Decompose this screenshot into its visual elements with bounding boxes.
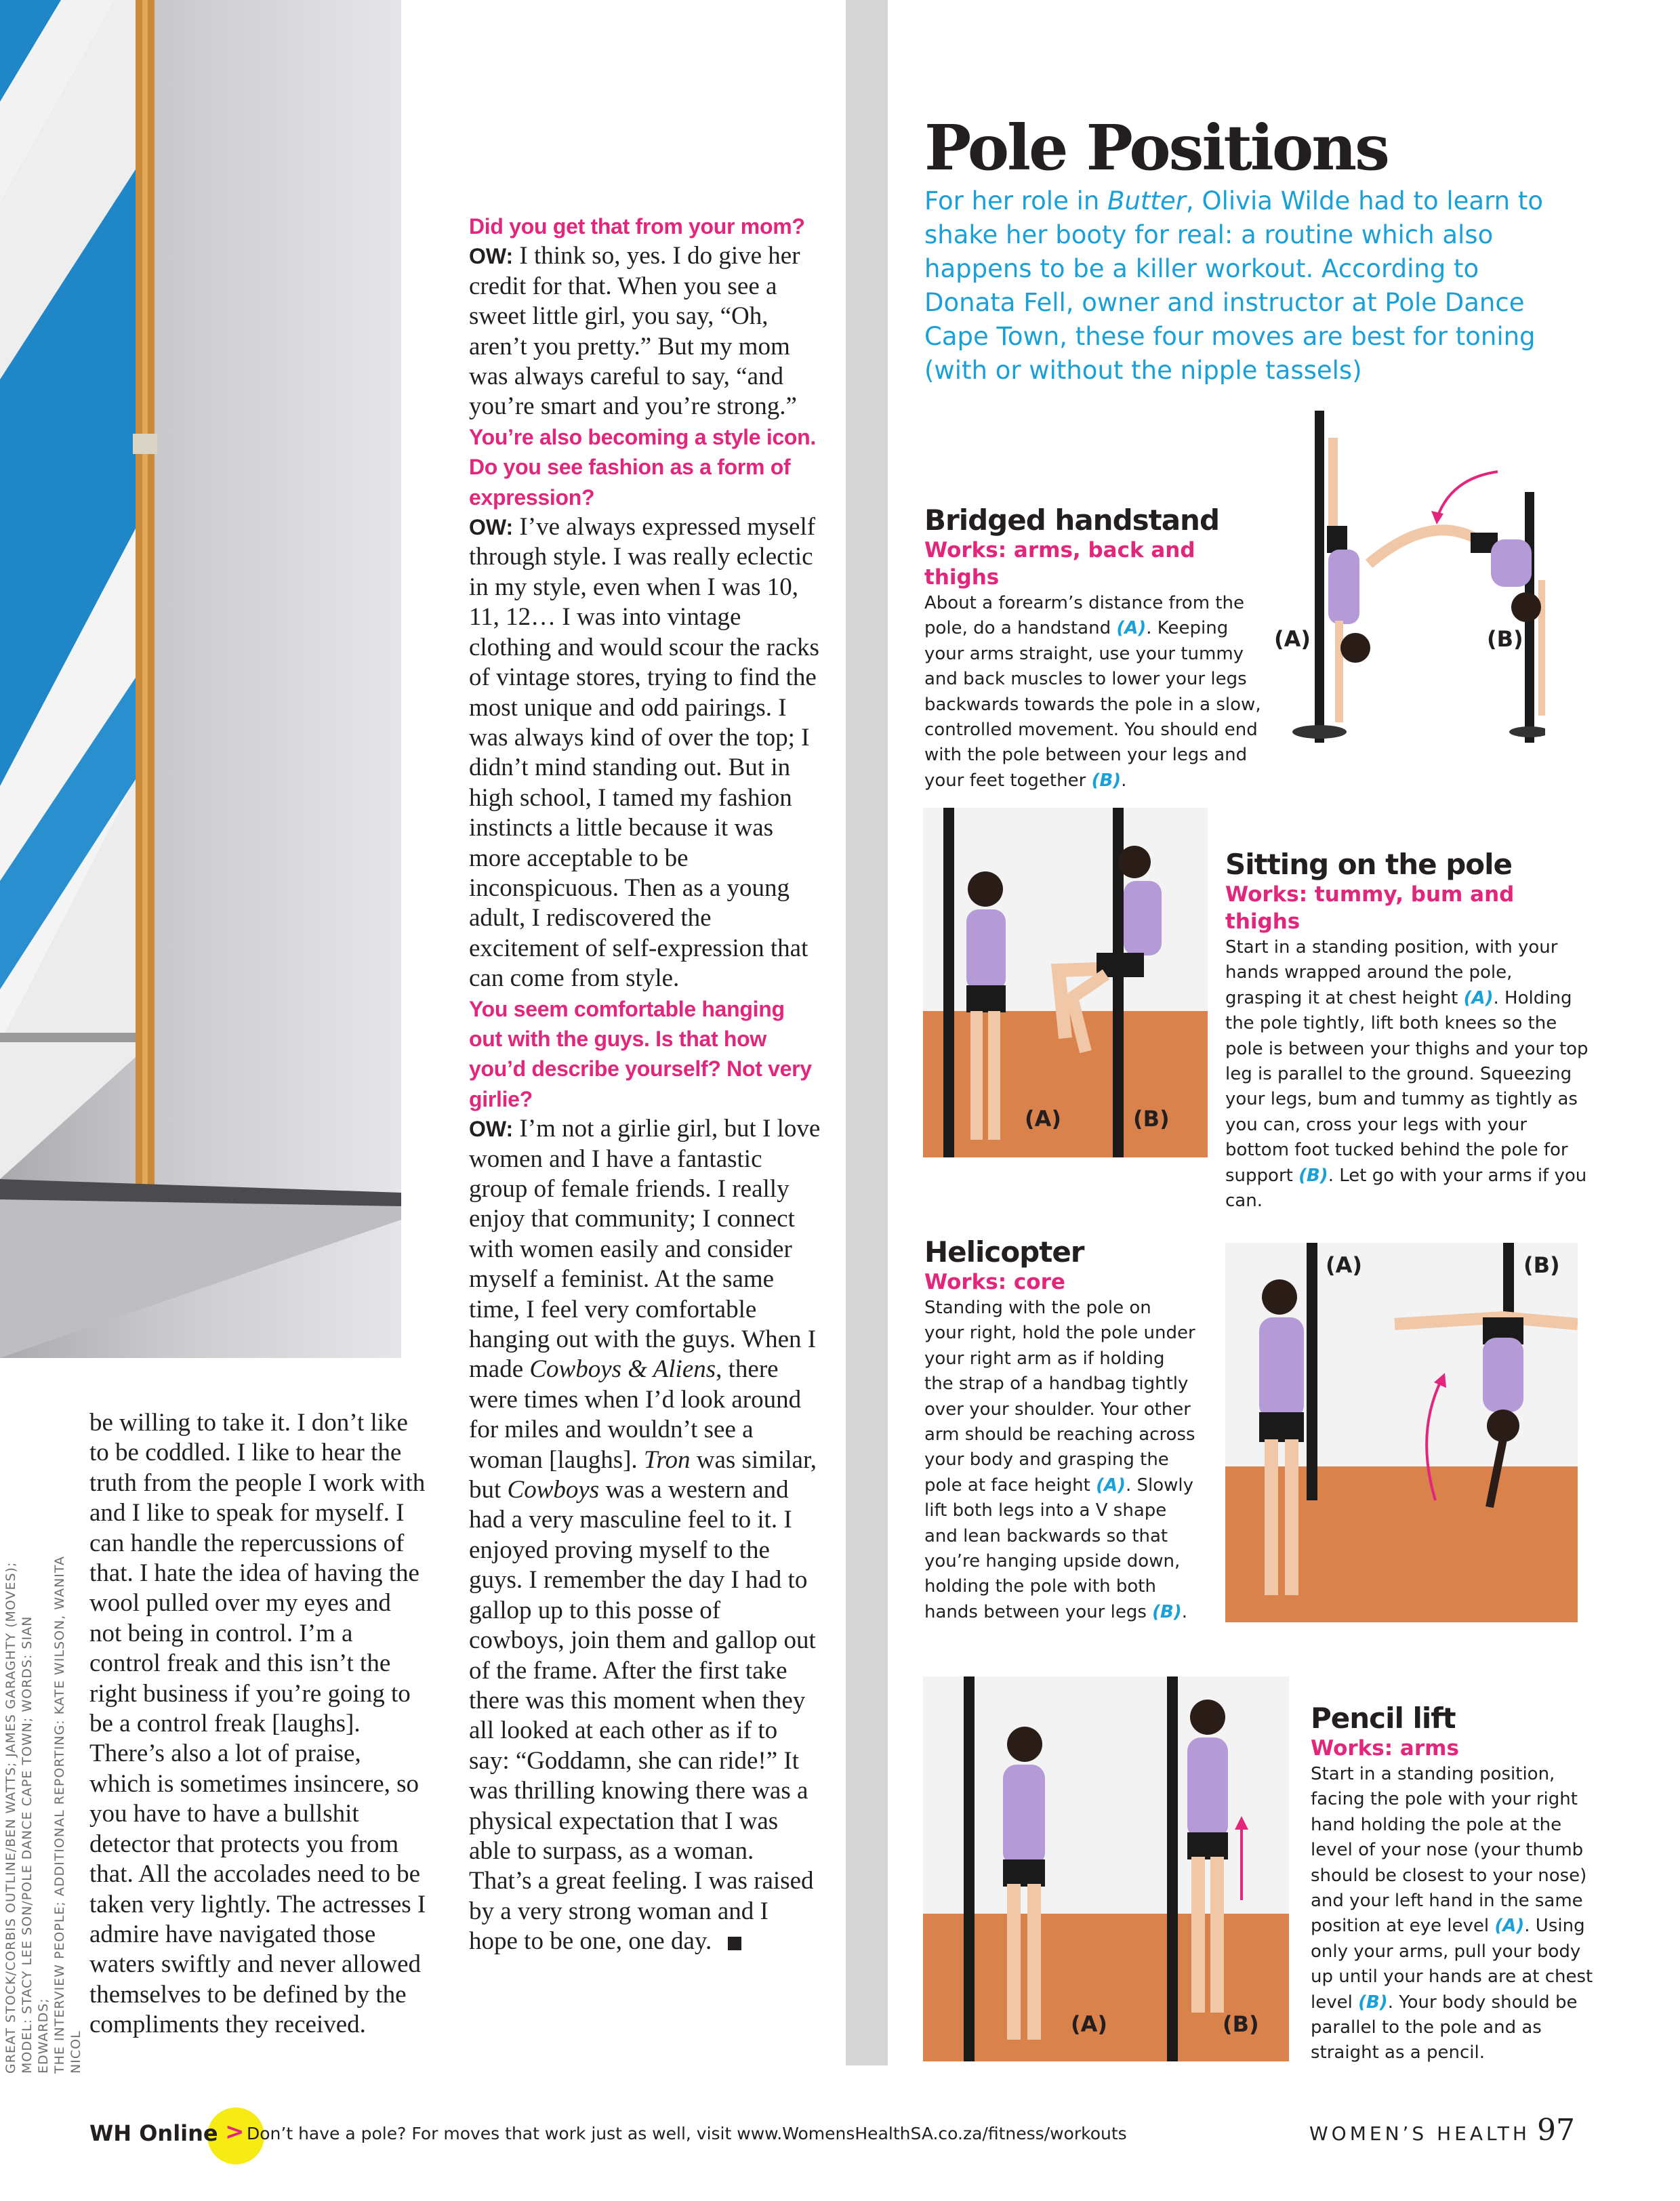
bridged-handstand-photo xyxy=(1274,411,1545,743)
interview-continuation: be willing to take it. I don’t like to be coddled. I like to hear the truth from the people I work with and I like to speak for myself. I can handle the repercussions of that. I hate the idea of having the wool pulled over my eyes and not being in control. I’m a control freak and this isn’t the right business if you’re going to be a control freak [laughs]. There’s also a lot of praise, which is sometimes insincere, so you have to have a bullshit detector that protects you from that. All the accolades need to be taken very lightly. The actresses I admire have navigated those waters swiftly and never allowed themselves to be defined by the compliments they received. xyxy=(89,1409,426,2039)
move-instructions: Start in a standing position, with your hands wrapped around the pole, grasping it at chest height (A). Holding the pole tightly, lift both knees so the pole is between your thighs and your top leg is parallel to the ground. Squeezing your legs, bum and tummy as tightly as you can, cross your legs with your bottom foot tucked behind the pole for support (B). Let go with your arms if you can. xyxy=(1225,937,1589,1212)
rope-tie xyxy=(133,434,157,454)
credits-line-1: GREAT STOCK/CORBIS OUTLINE/BEN WATTS; JAMES GARAGHTY (MOVES); MODEL: STACY LEE SON/POLE DANCE CAPE TOWN; WORDS: SIAN EDWARDS; xyxy=(3,1561,51,2074)
label-a: (A) xyxy=(1326,1252,1363,1278)
move-title: Pencil lift xyxy=(1311,1702,1456,1735)
leg xyxy=(988,1011,1000,1140)
helicopter-illustration xyxy=(1225,1243,1578,1622)
label-b: (B) xyxy=(1133,1106,1170,1132)
ref-a: (A) xyxy=(1116,618,1147,639)
label-a: (A) xyxy=(1274,626,1311,652)
mast-highlight xyxy=(142,0,148,1193)
shorts xyxy=(1259,1412,1304,1442)
ref-a: (A) xyxy=(1463,987,1494,1008)
leg xyxy=(1265,1439,1278,1595)
wooden-floor xyxy=(923,1914,1289,2061)
head xyxy=(968,871,1003,907)
head xyxy=(1118,846,1151,878)
interview-column-left xyxy=(89,1408,428,2040)
shorts xyxy=(1187,1832,1228,1859)
shorts xyxy=(1327,526,1347,553)
move-works: Works: tummy, bum and thighs xyxy=(1225,882,1515,934)
head xyxy=(1487,1410,1519,1442)
film-title: Tron xyxy=(643,1445,691,1474)
pole xyxy=(1315,411,1324,743)
top xyxy=(1328,550,1359,624)
sailboat-illustration xyxy=(0,0,401,1358)
leg xyxy=(1210,1857,1224,2013)
move-bridged-handstand xyxy=(924,504,1263,794)
interview-question: Did you get that from your mom? xyxy=(469,214,805,239)
move-sitting-on-the-pole xyxy=(1225,848,1591,1214)
pencil-lift-photo xyxy=(923,1677,1289,2061)
top xyxy=(1491,539,1532,587)
head xyxy=(1262,1279,1297,1315)
leg xyxy=(1007,1884,1021,2040)
sailboat-photo xyxy=(0,0,401,1358)
wh-online-label: WH Online xyxy=(89,2120,218,2146)
interview-column-middle xyxy=(469,211,821,1957)
legs xyxy=(1328,438,1338,533)
top xyxy=(966,909,1006,991)
move-title: Bridged handstand xyxy=(924,503,1220,537)
film-title: Butter xyxy=(1107,186,1186,215)
pencil-lift-illustration xyxy=(923,1677,1289,2061)
sitting-on-pole-illustration xyxy=(923,808,1208,1157)
credits-line-2: THE INTERVIEW PEOPLE; ADDITIONAL REPORTING: KATE WILSON, WANITA NICOL xyxy=(52,1555,83,2074)
hull xyxy=(0,1179,401,1358)
leg xyxy=(1027,1884,1041,2040)
head xyxy=(1190,1700,1225,1735)
feature-intro: For her role in Butter, Olivia Wilde had to learn to shake her booty for real: a routine which also happens to be a killer workout. According to Donata Fell, owner and instructor at Pole Dance Cape Town, these four moves are best for toning (with or without the nipple tassels) xyxy=(924,186,1543,385)
move-works: Works: arms xyxy=(1311,1736,1459,1761)
footer-promo-link[interactable]: Don’t have a pole? For moves that work just as well, visit www.WomensHealthSA.co.za/fitness/workouts xyxy=(247,2124,1127,2143)
film-title: Cowboys xyxy=(507,1476,600,1504)
move-title: Helicopter xyxy=(924,1235,1084,1269)
label-a: (A) xyxy=(1025,1106,1062,1132)
top xyxy=(1003,1765,1045,1866)
ref-a: (A) xyxy=(1096,1475,1126,1496)
legs xyxy=(1369,530,1477,564)
interview-answer: OW: I’ve always expressed myself through style. I was really eclectic in my style, even when I was 10, 11, 12… I was into vintage clothing and would scour the racks of vintage stores, trying to find the most unique and odd pairings. I was always kind of over the top; I didn’t mind standing out. But in high school, I tamed my fashion instincts a little because it was more acceptable to be inconspicuous. Then as a young adult, I rediscovered the excitement of self-expression that can come from style. xyxy=(469,513,819,993)
top xyxy=(1259,1317,1304,1419)
chevron-right-icon: > xyxy=(225,2118,245,2145)
sitting-on-pole-photo xyxy=(923,808,1208,1157)
label-b: (B) xyxy=(1487,626,1523,652)
pole xyxy=(1167,1677,1178,2061)
head xyxy=(1340,633,1370,663)
ref-a: (A) xyxy=(1494,1916,1525,1937)
feature-title: Pole Positions xyxy=(924,111,1388,184)
pole xyxy=(964,1677,975,2061)
helicopter-photo xyxy=(1225,1243,1578,1622)
page-number: 97 xyxy=(1537,2113,1575,2147)
speaker-initials: OW: xyxy=(469,244,514,269)
move-works: Works: arms, back and thighs xyxy=(924,538,1195,590)
head xyxy=(1007,1727,1042,1762)
leg xyxy=(1191,1857,1205,2013)
interview-question: You seem comfortable hanging out with the guys. Is that how you’d describe yourself? Not very girlie? xyxy=(469,996,812,1111)
top xyxy=(1124,881,1162,955)
pole-base xyxy=(1292,725,1347,739)
page-footer xyxy=(89,2113,1580,2160)
label-b: (B) xyxy=(1523,1252,1560,1278)
pole-base xyxy=(1509,726,1545,737)
pole xyxy=(1307,1243,1317,1500)
ref-b: (B) xyxy=(1152,1601,1182,1622)
leg xyxy=(970,1011,983,1140)
interview-answer: OW: I’m not a girlie girl, but I love women and I have a fantastic group of female friends. I really enjoy that community; I connect with women easily and consider myself a feminist. At the same time, I feel very comfortable hanging out with the guys. When I made Cowboys & Aliens, there were times when I’d look around for miles and wouldn’t see a woman [laughs]. Tron was similar, but Cowboys was a western and had a very masculine feel to it. I enjoyed proving myself to the guys. I remember the day I had to gallop up to this posse of cowboys, join them and gallop out of the frame. After the first take there was this moment when they all looked at each other as if to say: “Goddamn, she can ride!” It was thrilling knowing there was a physical expectation that I was able to surpass, as a woman. That’s a great feeling. I was raised by a very strong woman and I hope to be one, one day. xyxy=(469,1115,821,1956)
move-pencil-lift xyxy=(1311,1702,1595,2066)
label-a: (A) xyxy=(1071,2011,1108,2037)
head xyxy=(1511,592,1541,622)
top xyxy=(1483,1338,1523,1412)
magazine-name: WOMEN’S HEALTH xyxy=(1309,2122,1530,2145)
shorts xyxy=(1003,1859,1045,1887)
interview-answer: OW: I think so, yes. I do give her credit for that. When you see a sweet little girl, you say, “Oh, aren’t you pretty.” But my mom was always careful to say, “and you’re smart and you’re strong.” xyxy=(469,242,800,421)
leg xyxy=(1285,1439,1298,1595)
end-mark xyxy=(728,1937,741,1950)
move-instructions: About a forearm’s distance from the pole, do a handstand (A). Keeping your arms straight, use your tummy and back muscles to lower your legs backwards towards the pole in a slow, controlled movement. You should end with the pole between your legs and your feet together (B). xyxy=(924,593,1261,791)
boom-fitting xyxy=(0,1033,136,1042)
wall xyxy=(923,1677,1289,1914)
arms xyxy=(1335,621,1343,722)
move-instructions: Start in a standing position, facing the pole with your right hand holding the pole at the level of your nose (your thumb should be closest to your nose) and your left hand in the same position at eye level (A). Using only your arms, pull your body up until your hands are at chest level (B). Your body should be parallel to the pole and as straight as a pencil. xyxy=(1311,1764,1593,2063)
label-b: (B) xyxy=(1223,2011,1259,2037)
interview-question: You’re also becoming a style icon. Do you see fashion as a form of expression? xyxy=(469,424,817,510)
bridged-handstand-illustration xyxy=(1274,411,1545,743)
speaker-initials: OW: xyxy=(469,515,514,540)
ref-b: (B) xyxy=(1358,1992,1388,2013)
move-helicopter xyxy=(924,1236,1195,1625)
page-gutter xyxy=(846,0,888,2065)
move-instructions: Standing with the pole on your right, hold the pole under your right arm as if holding the strap of a handbag tightly over your shoulder. Your other arm should be reaching across your body and grasping the pole at face height (A). Slowly lift both legs into a V shape and lean backwards so that you’re hanging upside down, holding the pole with both hands between your legs (B). xyxy=(924,1298,1195,1622)
speaker-initials: OW: xyxy=(469,1117,514,1142)
shorts xyxy=(966,985,1006,1012)
ref-b: (B) xyxy=(1091,770,1122,791)
move-title: Sitting on the pole xyxy=(1225,848,1513,881)
film-title: Cowboys & Aliens xyxy=(529,1355,716,1384)
pole xyxy=(943,808,954,1157)
move-works: Works: core xyxy=(924,1270,1065,1294)
top xyxy=(1187,1737,1228,1839)
arrow xyxy=(1437,472,1498,519)
ref-b: (B) xyxy=(1298,1165,1328,1186)
arrow-head xyxy=(1431,511,1443,524)
